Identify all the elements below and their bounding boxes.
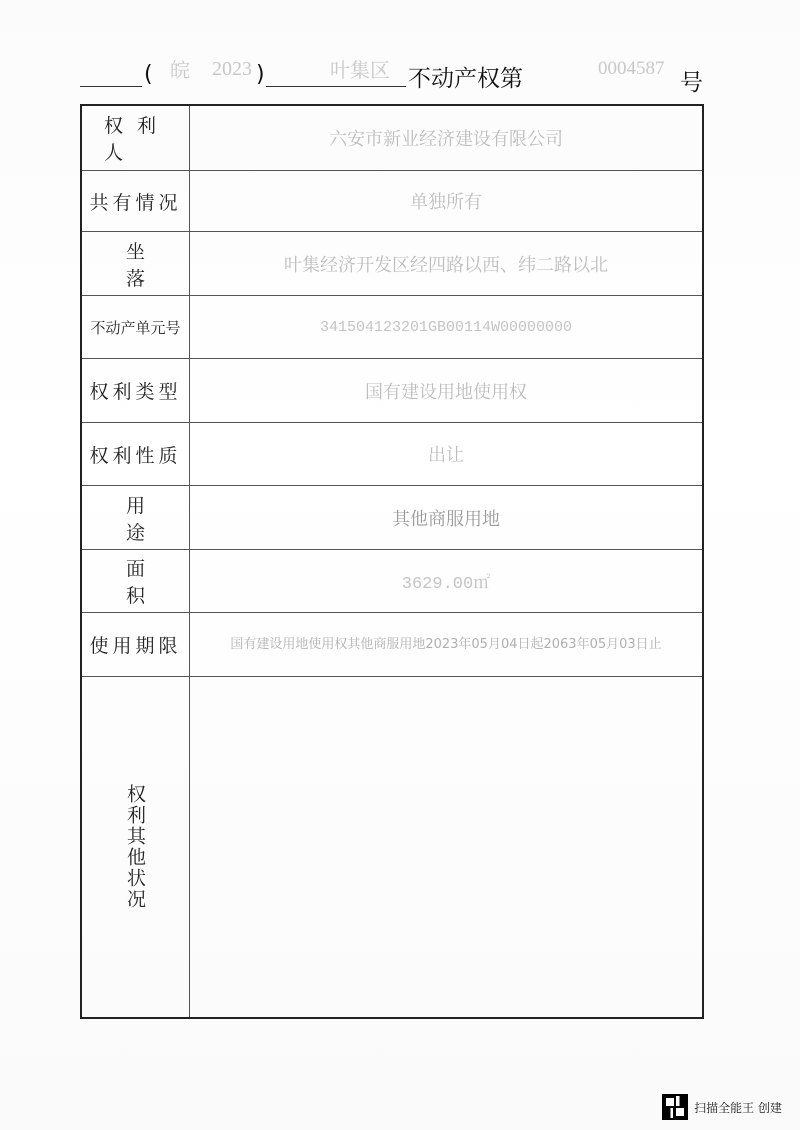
header-year: 2023 bbox=[212, 58, 252, 80]
watermark-text: 扫描全能王 创建 bbox=[694, 1100, 782, 1115]
row-right-type bbox=[82, 359, 702, 423]
value-right-type: 国有建设用地使用权 bbox=[365, 381, 527, 403]
row-other-conditions bbox=[82, 677, 702, 1017]
row-co-ownership bbox=[82, 171, 702, 232]
row-location bbox=[82, 232, 702, 296]
label-location: 坐落 bbox=[82, 232, 190, 295]
header-paren-close: ) bbox=[256, 62, 265, 87]
label-area: 面积 bbox=[82, 550, 190, 612]
row-area bbox=[82, 550, 702, 613]
header-blank-1 bbox=[80, 86, 142, 87]
label-term: 使用期限 bbox=[82, 613, 190, 676]
label-right-type: 权利类型 bbox=[82, 359, 190, 422]
header-district: 叶集区 bbox=[330, 60, 390, 82]
header-paren-open: ( bbox=[144, 62, 153, 87]
certificate-table bbox=[80, 104, 704, 1019]
value-area: 3629.00㎡ bbox=[401, 575, 491, 594]
label-usage: 用途 bbox=[82, 486, 190, 549]
label-right-holder bbox=[82, 106, 190, 170]
label-co-ownership: 共有情况 bbox=[82, 171, 190, 231]
header-abbr: 皖 bbox=[170, 60, 190, 82]
header-blank-2 bbox=[266, 86, 406, 87]
row-right-nature bbox=[82, 423, 702, 486]
value-right-nature: 出让 bbox=[428, 445, 464, 466]
row-unit-number bbox=[82, 296, 702, 359]
certificate-header bbox=[80, 52, 720, 96]
label-text: 权利人 bbox=[104, 115, 171, 164]
row-right-holder bbox=[82, 106, 702, 171]
row-usage bbox=[82, 486, 702, 550]
value-unit-number: 341504123201GB00114W00000000 bbox=[319, 318, 573, 336]
value-usage: 其他商服用地 bbox=[392, 508, 500, 530]
header-number: 0004587 bbox=[598, 58, 665, 79]
header-suffix: 号 bbox=[680, 70, 703, 96]
value-other-conditions bbox=[190, 677, 702, 1017]
header-title: 不动产权第 bbox=[408, 66, 523, 92]
value-right-holder: 六安市新业经济建设有限公司 bbox=[329, 129, 563, 150]
value-location: 叶集经济开发区经四路以西、纬二路以北 bbox=[284, 254, 608, 276]
qr-code-icon bbox=[662, 1094, 688, 1120]
scanner-watermark bbox=[662, 1094, 782, 1120]
value-term: 国有建设用地使用权其他商服用地2023年05月04日起2063年05月03日止 bbox=[230, 636, 662, 652]
label-unit-number: 不动产单元号 bbox=[82, 296, 190, 358]
label-other-conditions bbox=[82, 677, 190, 1017]
label-right-nature: 权利性质 bbox=[82, 423, 190, 485]
value-co-ownership: 单独所有 bbox=[410, 192, 482, 213]
row-term bbox=[82, 613, 702, 677]
label-other-conditions-text: 权利其他状况 bbox=[124, 784, 146, 910]
